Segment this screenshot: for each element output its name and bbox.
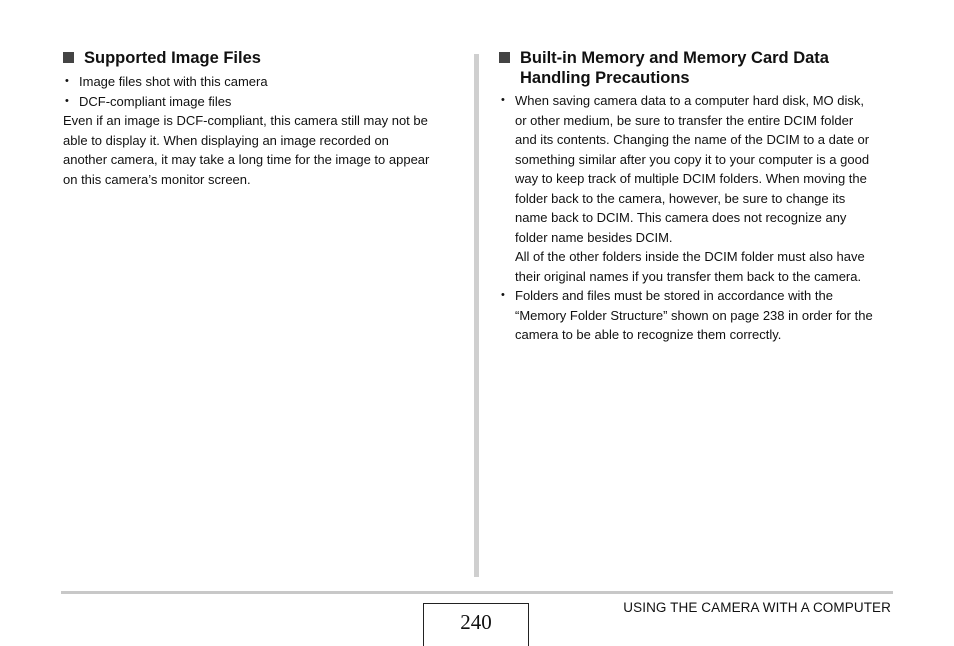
heading-line: Handling Precautions bbox=[520, 69, 690, 87]
paragraph-line: on this camera’s monitor screen. bbox=[63, 171, 251, 187]
paragraph-line: able to display it. When displaying an image recorded on bbox=[63, 132, 389, 148]
supported-files-list bbox=[63, 72, 458, 111]
text-line: • When saving camera data to a computer hard disk, MO disk, bbox=[515, 93, 864, 108]
heading-text bbox=[520, 48, 829, 88]
heading-text: Supported Image Files bbox=[84, 49, 261, 67]
square-bullet-icon bbox=[499, 52, 510, 63]
text-line: folder back to the camera, however, be sure to change its bbox=[515, 190, 846, 206]
text-line: and its contents. Changing the name of the DCIM to a date or bbox=[515, 132, 870, 147]
precautions-list bbox=[499, 91, 891, 345]
text-line: • Folders and files must be stored in accordance with the bbox=[515, 288, 833, 303]
left-paragraph bbox=[63, 111, 458, 189]
text-line: “Memory Folder Structure” shown on page 238 in order for the bbox=[515, 307, 873, 323]
text-line: way to keep track of multiple DCIM folders. When moving the bbox=[515, 171, 867, 186]
left-body bbox=[63, 72, 458, 189]
heading-line: Built-in Memory and Memory Card Data bbox=[520, 49, 829, 67]
list-item: • Image files shot with this camera bbox=[63, 72, 458, 92]
text-line: folder name besides DCIM. bbox=[515, 229, 673, 245]
square-bullet-icon bbox=[63, 52, 74, 63]
column-divider bbox=[474, 54, 479, 577]
list-item: • DCF-compliant image files bbox=[63, 92, 458, 112]
section-title: USING THE CAMERA WITH A COMPUTER bbox=[623, 600, 891, 615]
list-item bbox=[499, 91, 891, 286]
text-line: their original names if you transfer them back to the camera. bbox=[515, 268, 862, 284]
text-line: All of the other folders inside the DCIM folder must also have bbox=[515, 249, 865, 264]
section-heading-supported-files bbox=[63, 48, 261, 68]
page-number: 240 bbox=[423, 603, 529, 646]
section-heading-memory-precautions bbox=[499, 48, 829, 88]
paragraph-line: Even if an image is DCF-compliant, this camera still may not be bbox=[63, 113, 428, 128]
text-line: name back to DCIM. This camera does not recognize any bbox=[515, 210, 847, 225]
paragraph-line: another camera, it may take a long time for the image to appear bbox=[63, 152, 430, 167]
text-line: or other medium, be sure to transfer the entire DCIM folder bbox=[515, 112, 854, 128]
footer-rule bbox=[61, 591, 893, 594]
list-item bbox=[499, 286, 891, 345]
right-body bbox=[499, 91, 891, 345]
text-line: something similar after you copy it to your computer is a good bbox=[515, 151, 870, 167]
text-line: camera to be able to recognize them correctly. bbox=[515, 327, 782, 342]
